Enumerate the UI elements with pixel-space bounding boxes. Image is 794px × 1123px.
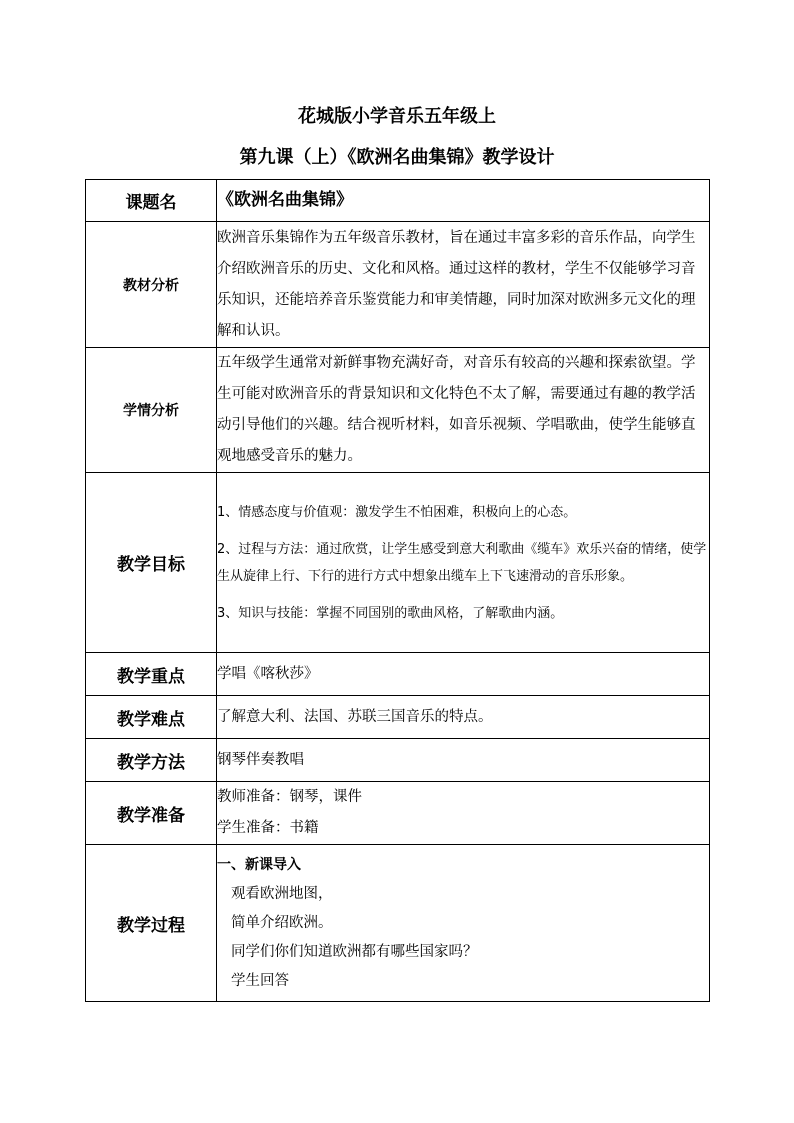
process-label: 教学过程	[86, 845, 217, 1002]
difficulty-label: 教学难点	[86, 696, 217, 739]
difficulty-value: 了解意大利、法国、苏联三国音乐的特点。	[217, 696, 710, 739]
process-line: 简单介绍欧洲。	[231, 914, 333, 931]
student-analysis-label: 学情分析	[86, 348, 217, 473]
key-point-label: 教学重点	[86, 653, 217, 696]
teaching-goals-label: 教学目标	[86, 473, 217, 653]
lesson-title: 第九课（上）《欧洲名曲集锦》教学设计	[239, 147, 555, 168]
key-point-value: 学唱《喀秋莎》	[217, 653, 710, 696]
teacher-preparation: 教师准备：钢琴，课件	[217, 789, 362, 805]
table-row	[86, 845, 710, 1002]
student-preparation: 学生准备：书籍	[217, 820, 319, 836]
method-label: 教学方法	[86, 739, 217, 782]
table-row	[86, 782, 710, 845]
preparation-label: 教学准备	[86, 782, 217, 845]
lesson-plan-table	[85, 179, 710, 1002]
table-row	[86, 653, 710, 696]
teaching-goals-cell	[217, 473, 710, 653]
preparation-cell	[217, 782, 710, 845]
topic-value: 《欧洲名曲集锦》	[217, 180, 710, 222]
process-cell	[217, 845, 710, 1002]
goal-item: 2、过程与方法：通过欣赏，让学生感受到意大利歌曲《缆车》欢乐兴奋的情绪，使学生从旋律上行、下行的进行方式中想象出缆车上下飞速滑动的音乐形象。	[217, 541, 707, 584]
method-value: 钢琴伴奏教唱	[217, 739, 710, 782]
table-row	[86, 348, 710, 473]
table-row	[86, 696, 710, 739]
material-analysis-label: 教材分析	[86, 222, 217, 348]
process-line: 学生回答	[231, 972, 289, 989]
material-analysis-text: 欧洲音乐集锦作为五年级音乐教材，旨在通过丰富多彩的音乐作品，向学生介绍欧洲音乐的历史、文化和风格。通过这样的教材，学生不仅能够学习音乐知识，还能培养音乐鉴赏能力和审美情趣，同时加深对欧洲多元文化的理解和认识。	[217, 222, 710, 348]
table-row	[86, 222, 710, 348]
table-row	[86, 180, 710, 222]
goal-item: 3、知识与技能：掌握不同国别的歌曲风格，了解歌曲内涵。	[217, 605, 564, 621]
goal-item: 1、情感态度与价值观：激发学生不怕困难，积极向上的心态。	[217, 504, 577, 520]
table-row	[86, 473, 710, 653]
topic-label: 课题名	[86, 180, 217, 222]
process-line: 同学们你们知道欧洲都有哪些国家吗？	[231, 943, 478, 960]
document-title: 花城版小学音乐五年级上	[298, 106, 496, 127]
student-analysis-text: 五年级学生通常对新鲜事物充满好奇，对音乐有较高的兴趣和探索欲望。学生可能对欧洲音乐的背景知识和文化特色不太了解，需要通过有趣的教学活动引导他们的兴趣。结合视听材料，如音乐视频、学唱歌曲，使学生能够直观地感受音乐的魅力。	[217, 348, 710, 473]
table-row	[86, 739, 710, 782]
process-line: 观看欧洲地图，	[231, 885, 333, 902]
process-heading: 一、新课导入	[217, 856, 301, 873]
